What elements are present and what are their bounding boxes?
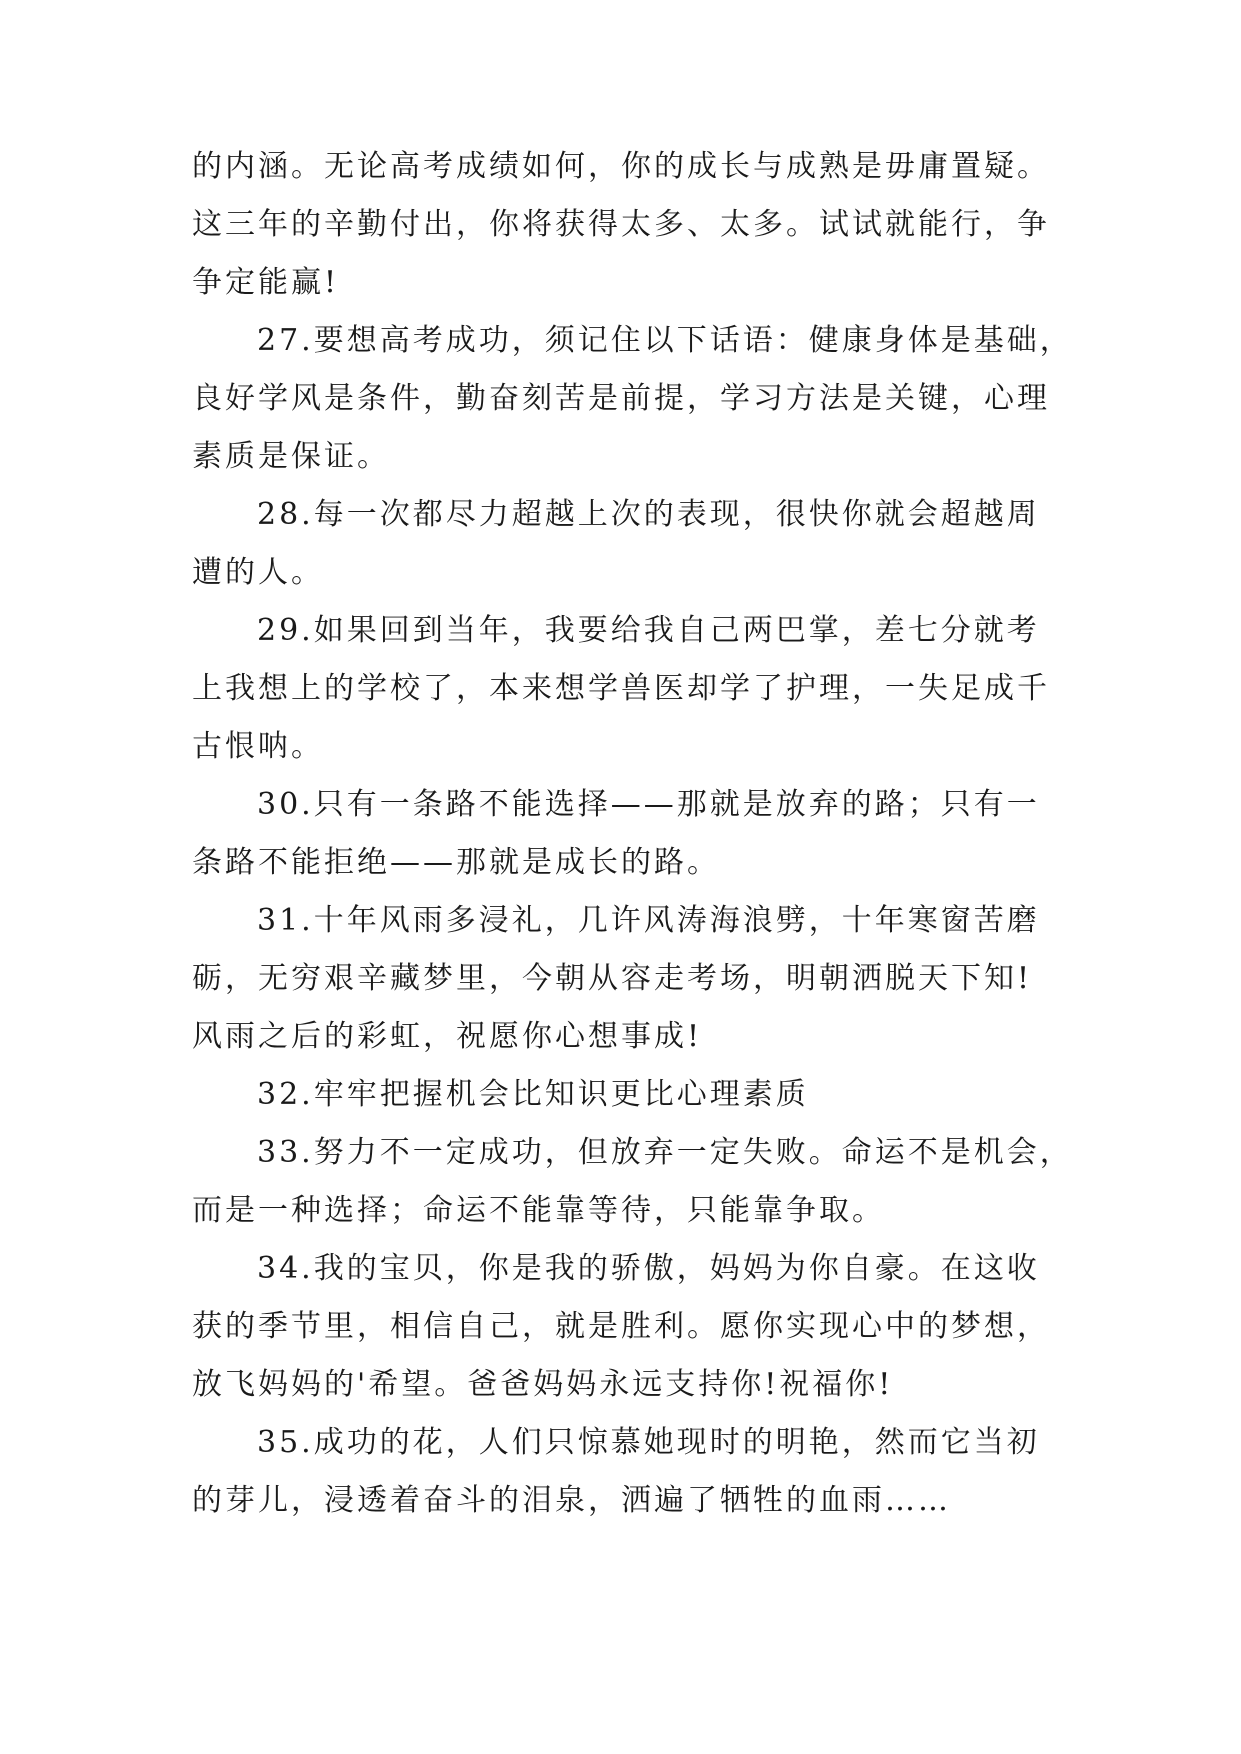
text-line: 砺，无穷艰辛藏梦里，今朝从容走考场，明朝洒脱天下知! — [192, 961, 1033, 996]
quote-34-line: 34.我的宝贝，你是我的骄傲，妈妈为你自豪。在这收 — [257, 1251, 1040, 1286]
text-line: 上我想上的学校了，本来想学兽医却学了护理，一失足成千 — [192, 671, 1050, 706]
quote-28-line: 28.每一次都尽力超越上次的表现，很快你就会超越周 — [257, 497, 1040, 532]
quote-31-line: 31.十年风雨多浸礼，几许风涛海浪劈，十年寒窗苦磨 — [257, 903, 1040, 938]
text-line: 遭的人。 — [192, 555, 324, 590]
text-line: 的内涵。无论高考成绩如何，你的成长与成熟是毋庸置疑。 — [192, 149, 1050, 184]
text-line: 条路不能拒绝——那就是成长的路。 — [192, 845, 720, 880]
quote-29-line: 29.如果回到当年，我要给我自己两巴掌，差七分就考 — [257, 613, 1040, 648]
text-line: 放飞妈妈的'希望。爸爸妈妈永远支持你!祝福你! — [192, 1367, 894, 1402]
text-line: 而是一种选择；命运不能靠等待，只能靠争取。 — [192, 1193, 885, 1228]
text-line: 素质是保证。 — [192, 439, 390, 474]
text-line: 获的季节里，相信自己，就是胜利。愿你实现心中的梦想， — [192, 1309, 1050, 1344]
text-line: 的芽儿，浸透着奋斗的泪泉，洒遍了牺牲的血雨…… — [192, 1483, 951, 1518]
quote-27-line: 27.要想高考成功，须记住以下话语：健康身体是基础， — [257, 323, 1073, 358]
text-line: 风雨之后的彩虹，祝愿你心想事成! — [192, 1019, 703, 1054]
text-line: 争定能赢! — [192, 265, 340, 300]
text-line: 古恨呐。 — [192, 729, 324, 764]
quote-32-line: 32.牢牢把握机会比知识更比心理素质 — [257, 1077, 809, 1112]
text-line: 这三年的辛勤付出，你将获得太多、太多。试试就能行，争 — [192, 207, 1050, 242]
quote-35-line: 35.成功的花，人们只惊慕她现时的明艳，然而它当初 — [257, 1425, 1040, 1460]
quote-33-line: 33.努力不一定成功，但放弃一定失败。命运不是机会， — [257, 1135, 1073, 1170]
text-line: 良好学风是条件，勤奋刻苦是前提，学习方法是关键，心理 — [192, 381, 1050, 416]
quote-30-line: 30.只有一条路不能选择——那就是放弃的路；只有一 — [257, 787, 1040, 822]
